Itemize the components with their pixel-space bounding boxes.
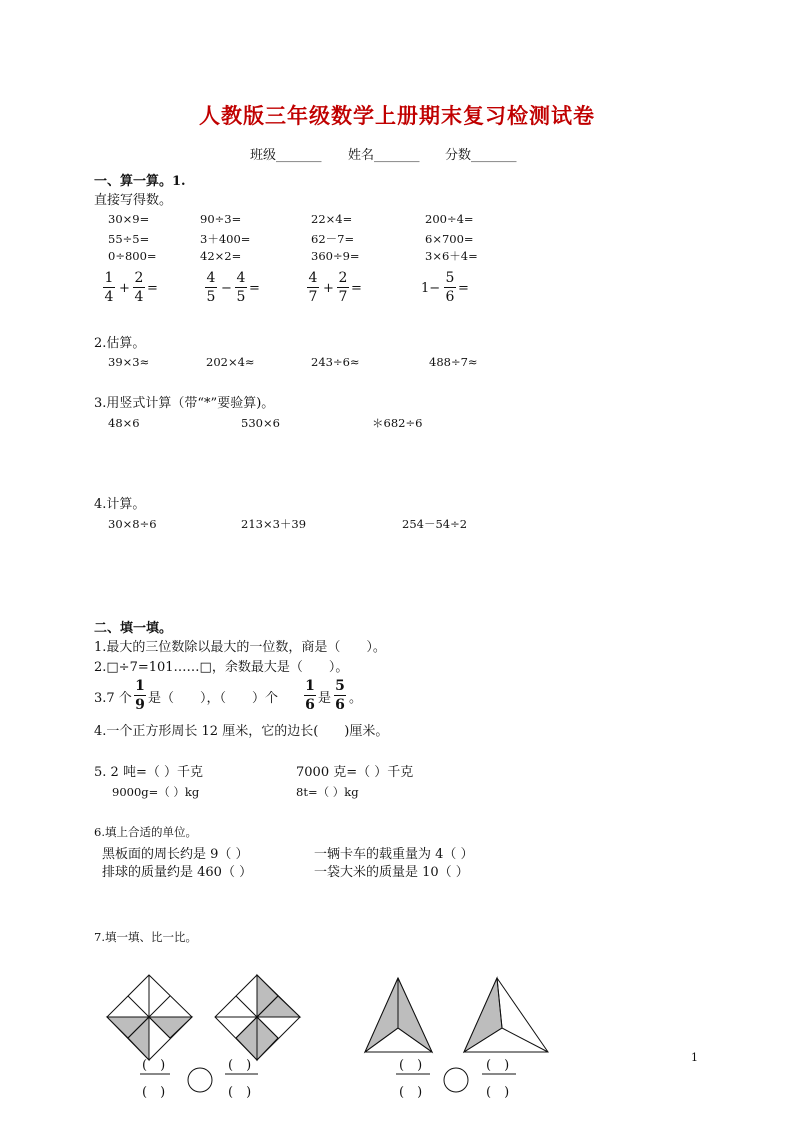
units-question: 一袋大米的质量是 10（ ） xyxy=(314,865,469,880)
exercise: 39×3≈ xyxy=(108,355,150,369)
denominator-blank[interactable]: ( ) xyxy=(228,1085,252,1100)
exercise: 22×4= xyxy=(311,212,353,226)
exercise: 55÷5= xyxy=(108,232,150,246)
denominator-blank[interactable]: ( ) xyxy=(142,1085,166,1100)
exercise: 42×2= xyxy=(200,249,242,263)
unit-conversion-3: 9000g=（ ）kg xyxy=(112,785,200,799)
exercise: 0÷800= xyxy=(108,249,157,263)
exercise: 30×9= xyxy=(108,212,150,226)
units-question: 排球的质量约是 460（ ） xyxy=(102,865,253,880)
fraction: 4 5 xyxy=(236,270,246,305)
triangle-figure-2 xyxy=(464,978,548,1052)
fraction: 4 5 xyxy=(206,270,216,305)
exercise: 488÷7≈ xyxy=(429,355,478,369)
name-field[interactable]: 姓名_______ xyxy=(348,148,420,163)
fraction: 2 4 xyxy=(134,270,144,305)
exercise: 3＋400= xyxy=(200,232,251,246)
vertical-calc-heading: 3.用竖式计算（带“*”要验算)。 xyxy=(94,396,275,411)
diamond-figure-2 xyxy=(215,975,300,1060)
fill-question-2: 2.□÷7=101……□，余数最大是（ ）。 xyxy=(94,660,349,675)
exercise: 62－7= xyxy=(311,232,355,246)
numerator-blank[interactable]: ( ) xyxy=(486,1058,510,1073)
fraction: 1 6 xyxy=(305,678,315,713)
fraction: 1 4 xyxy=(104,270,114,305)
class-field[interactable]: 班级_______ xyxy=(250,148,322,163)
exercise: 213×3＋39 xyxy=(241,517,307,531)
exercise: 200÷4= xyxy=(425,212,474,226)
page-title: 人教版三年级数学上册期末复习检测试卷 xyxy=(199,104,595,128)
compare-circle-2 xyxy=(444,1068,468,1092)
exercise: 202×4≈ xyxy=(206,355,255,369)
unit-conversion-2: 7000 克=（ ）千克 xyxy=(296,765,414,780)
exercise: ＊682÷6 xyxy=(372,416,423,430)
exercise: 3×6＋4= xyxy=(425,249,478,263)
exercise: 254－54÷2 xyxy=(402,517,468,531)
fill-question-4: 4.一个正方形周长 12 厘米，它的边长( )厘米。 xyxy=(94,724,389,739)
exercise: 90÷3= xyxy=(200,212,242,226)
estimate-heading: 2.估算。 xyxy=(94,336,146,351)
section-2-heading: 二、填一填。 xyxy=(94,621,173,636)
triangle-figure-1 xyxy=(365,978,432,1052)
units-question: 一辆卡车的载重量为 4（ ） xyxy=(314,847,474,862)
denominator-blank[interactable]: ( ) xyxy=(486,1085,510,1100)
unit-conversion-4: 8t=（ ）kg xyxy=(296,785,359,799)
compare-circle-1 xyxy=(188,1068,212,1092)
denominator-blank[interactable]: ( ) xyxy=(399,1085,423,1100)
fill-question-1: 1.最大的三位数除以最大的一位数，商是（ ）。 xyxy=(94,640,386,655)
fraction: 5 6 xyxy=(445,270,455,305)
diamond-figure-1 xyxy=(107,975,192,1060)
fraction: 4 7 xyxy=(308,270,318,305)
fraction: 1 9 xyxy=(135,678,145,713)
direct-answer-instruction: 直接写得数。 xyxy=(94,193,173,208)
section-1-heading: 一、算一算。1. xyxy=(94,174,186,189)
calc-heading: 4.计算。 xyxy=(94,497,146,512)
fraction: 2 7 xyxy=(338,270,348,305)
exercise: 30×8÷6 xyxy=(108,517,157,531)
fraction: 5 6 xyxy=(335,678,345,713)
units-question: 黑板面的周长约是 9（ ） xyxy=(102,847,249,862)
numerator-blank[interactable]: ( ) xyxy=(228,1058,252,1073)
exercise: 243÷6≈ xyxy=(311,355,360,369)
compare-heading: 7.填一填、比一比。 xyxy=(94,930,197,944)
exercise: 360÷9= xyxy=(311,249,360,263)
unit-conversion-1: 5. 2 吨=（ ）千克 xyxy=(94,765,203,780)
exercise: 6×700= xyxy=(425,232,474,246)
numerator-blank[interactable]: ( ) xyxy=(142,1058,166,1073)
units-heading: 6.填上合适的单位。 xyxy=(94,825,197,839)
exercise: 48×6 xyxy=(108,416,140,430)
numerator-blank[interactable]: ( ) xyxy=(399,1058,423,1073)
score-field[interactable]: 分数_______ xyxy=(445,148,517,163)
page-number: 1 xyxy=(691,1051,698,1064)
exercise: 530×6 xyxy=(241,416,280,430)
